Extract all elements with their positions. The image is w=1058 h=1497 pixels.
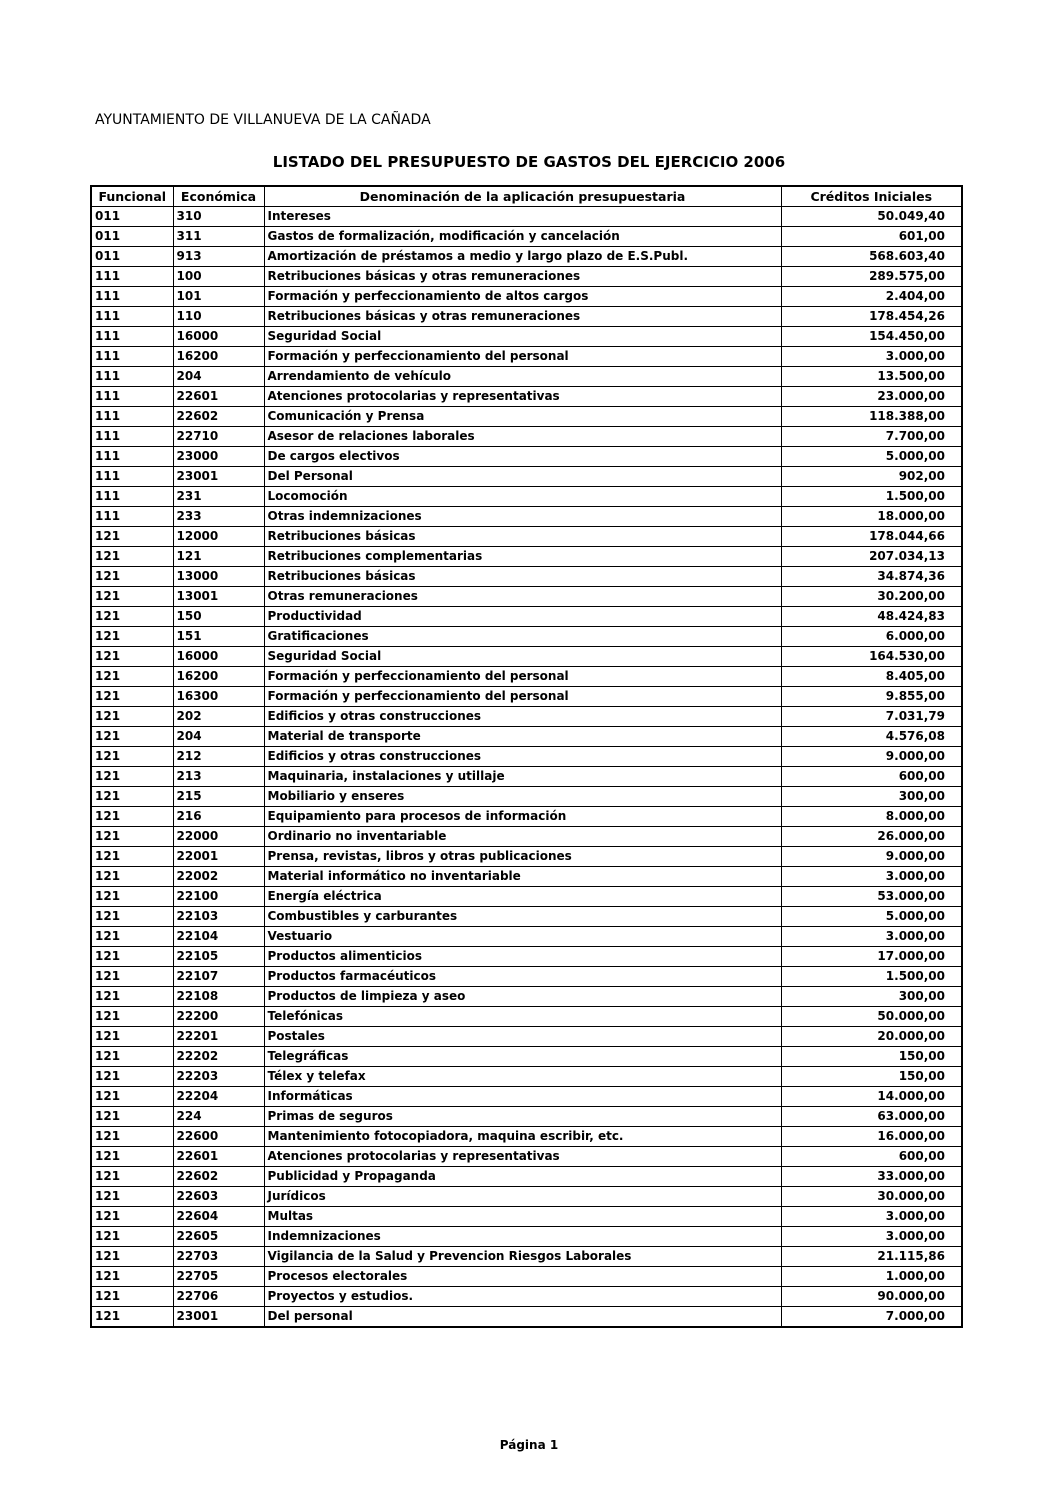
table-row — [91, 1127, 962, 1147]
table-row — [91, 807, 962, 827]
cell-economica: 204 — [173, 727, 264, 747]
table-row — [91, 1207, 962, 1227]
cell-economica: 22105 — [173, 947, 264, 967]
cell-economica: 22000 — [173, 827, 264, 847]
cell-funcional: 121 — [91, 1067, 173, 1087]
cell-creditos: 3.000,00 — [781, 347, 962, 367]
cell-denominacion: Otras remuneraciones — [264, 587, 781, 607]
cell-creditos: 34.874,36 — [781, 567, 962, 587]
cell-creditos: 2.404,00 — [781, 287, 962, 307]
cell-denominacion: Del Personal — [264, 467, 781, 487]
cell-denominacion: Energía eléctrica — [264, 887, 781, 907]
cell-creditos: 118.388,00 — [781, 407, 962, 427]
cell-creditos: 63.000,00 — [781, 1107, 962, 1127]
cell-creditos: 4.576,08 — [781, 727, 962, 747]
cell-economica: 22100 — [173, 887, 264, 907]
budget-table — [90, 185, 963, 1328]
cell-denominacion: Informáticas — [264, 1087, 781, 1107]
cell-economica: 16200 — [173, 347, 264, 367]
cell-funcional: 121 — [91, 1007, 173, 1027]
cell-creditos: 300,00 — [781, 787, 962, 807]
table-row — [91, 747, 962, 767]
cell-economica: 22001 — [173, 847, 264, 867]
cell-creditos: 150,00 — [781, 1047, 962, 1067]
table-row — [91, 1067, 962, 1087]
cell-creditos: 7.700,00 — [781, 427, 962, 447]
cell-funcional: 121 — [91, 987, 173, 1007]
table-row — [91, 987, 962, 1007]
cell-creditos: 30.200,00 — [781, 587, 962, 607]
cell-creditos: 48.424,83 — [781, 607, 962, 627]
table-row — [91, 287, 962, 307]
cell-denominacion: Material de transporte — [264, 727, 781, 747]
cell-funcional: 121 — [91, 1207, 173, 1227]
cell-economica: 215 — [173, 787, 264, 807]
table-row — [91, 547, 962, 567]
cell-economica: 16200 — [173, 667, 264, 687]
cell-economica: 22600 — [173, 1127, 264, 1147]
cell-denominacion: Vigilancia de la Salud y Prevencion Riesgos Laborales — [264, 1247, 781, 1267]
cell-creditos: 9.000,00 — [781, 847, 962, 867]
cell-economica: 150 — [173, 607, 264, 627]
cell-funcional: 111 — [91, 367, 173, 387]
cell-funcional: 121 — [91, 1247, 173, 1267]
cell-creditos: 13.500,00 — [781, 367, 962, 387]
cell-funcional: 121 — [91, 1307, 173, 1328]
cell-funcional: 121 — [91, 527, 173, 547]
cell-creditos: 3.000,00 — [781, 927, 962, 947]
cell-denominacion: Combustibles y carburantes — [264, 907, 781, 927]
cell-creditos: 600,00 — [781, 1147, 962, 1167]
cell-funcional: 121 — [91, 1127, 173, 1147]
cell-denominacion: Indemnizaciones — [264, 1227, 781, 1247]
cell-denominacion: Arrendamiento de vehículo — [264, 367, 781, 387]
cell-denominacion: Amortización de préstamos a medio y largo plazo de E.S.Publ. — [264, 247, 781, 267]
cell-denominacion: Maquinaria, instalaciones y utillaje — [264, 767, 781, 787]
cell-funcional: 121 — [91, 747, 173, 767]
table-row — [91, 267, 962, 287]
cell-funcional: 121 — [91, 567, 173, 587]
cell-economica: 13000 — [173, 567, 264, 587]
cell-denominacion: De cargos electivos — [264, 447, 781, 467]
cell-denominacion: Retribuciones complementarias — [264, 547, 781, 567]
cell-funcional: 121 — [91, 967, 173, 987]
table-row — [91, 827, 962, 847]
cell-denominacion: Mantenimiento fotocopiadora, maquina escribir, etc. — [264, 1127, 781, 1147]
cell-funcional: 121 — [91, 947, 173, 967]
cell-creditos: 3.000,00 — [781, 1207, 962, 1227]
cell-denominacion: Productos farmacéuticos — [264, 967, 781, 987]
cell-denominacion: Publicidad y Propaganda — [264, 1167, 781, 1187]
cell-denominacion: Multas — [264, 1207, 781, 1227]
cell-creditos: 902,00 — [781, 467, 962, 487]
cell-creditos: 207.034,13 — [781, 547, 962, 567]
cell-creditos: 164.530,00 — [781, 647, 962, 667]
cell-economica: 22703 — [173, 1247, 264, 1267]
cell-funcional: 121 — [91, 547, 173, 567]
cell-creditos: 150,00 — [781, 1067, 962, 1087]
cell-economica: 22710 — [173, 427, 264, 447]
cell-denominacion: Proyectos y estudios. — [264, 1287, 781, 1307]
cell-denominacion: Gastos de formalización, modificación y cancelación — [264, 227, 781, 247]
cell-denominacion: Primas de seguros — [264, 1107, 781, 1127]
cell-funcional: 121 — [91, 1267, 173, 1287]
cell-denominacion: Intereses — [264, 207, 781, 227]
cell-creditos: 300,00 — [781, 987, 962, 1007]
cell-funcional: 111 — [91, 487, 173, 507]
cell-funcional: 121 — [91, 1167, 173, 1187]
cell-funcional: 121 — [91, 767, 173, 787]
cell-creditos: 26.000,00 — [781, 827, 962, 847]
cell-economica: 216 — [173, 807, 264, 827]
cell-economica: 22605 — [173, 1227, 264, 1247]
table-row — [91, 1087, 962, 1107]
cell-denominacion: Gratificaciones — [264, 627, 781, 647]
cell-creditos: 7.031,79 — [781, 707, 962, 727]
cell-funcional: 121 — [91, 1107, 173, 1127]
cell-denominacion: Ordinario no inventariable — [264, 827, 781, 847]
cell-creditos: 33.000,00 — [781, 1167, 962, 1187]
cell-denominacion: Locomoción — [264, 487, 781, 507]
cell-economica: 22201 — [173, 1027, 264, 1047]
cell-denominacion: Productos de limpieza y aseo — [264, 987, 781, 1007]
cell-denominacion: Atenciones protocolarias y representativas — [264, 387, 781, 407]
cell-denominacion: Prensa, revistas, libros y otras publicaciones — [264, 847, 781, 867]
cell-funcional: 111 — [91, 327, 173, 347]
cell-economica: 22706 — [173, 1287, 264, 1307]
cell-creditos: 9.000,00 — [781, 747, 962, 767]
table-body — [91, 207, 962, 1328]
cell-funcional: 121 — [91, 887, 173, 907]
cell-economica: 121 — [173, 547, 264, 567]
cell-creditos: 601,00 — [781, 227, 962, 247]
cell-denominacion: Retribuciones básicas — [264, 567, 781, 587]
table-row — [91, 1247, 962, 1267]
cell-denominacion: Atenciones protocolarias y representativas — [264, 1147, 781, 1167]
cell-funcional: 111 — [91, 267, 173, 287]
table-row — [91, 527, 962, 547]
cell-creditos: 1.500,00 — [781, 487, 962, 507]
cell-economica: 22705 — [173, 1267, 264, 1287]
table-row — [91, 247, 962, 267]
table-row — [91, 927, 962, 947]
cell-economica: 22202 — [173, 1047, 264, 1067]
cell-funcional: 121 — [91, 827, 173, 847]
cell-economica: 23001 — [173, 1307, 264, 1328]
cell-denominacion: Formación y perfeccionamiento del personal — [264, 687, 781, 707]
cell-economica: 22602 — [173, 1167, 264, 1187]
table-row — [91, 367, 962, 387]
cell-funcional: 121 — [91, 667, 173, 687]
cell-economica: 13001 — [173, 587, 264, 607]
cell-funcional: 121 — [91, 1147, 173, 1167]
table-row — [91, 627, 962, 647]
cell-creditos: 8.405,00 — [781, 667, 962, 687]
cell-funcional: 121 — [91, 1287, 173, 1307]
cell-funcional: 121 — [91, 707, 173, 727]
table-row — [91, 1047, 962, 1067]
table-row — [91, 607, 962, 627]
cell-funcional: 111 — [91, 407, 173, 427]
cell-economica: 16300 — [173, 687, 264, 707]
table-row — [91, 727, 962, 747]
table-row — [91, 507, 962, 527]
cell-economica: 22108 — [173, 987, 264, 1007]
cell-creditos: 178.454,26 — [781, 307, 962, 327]
table-row — [91, 1147, 962, 1167]
cell-denominacion: Postales — [264, 1027, 781, 1047]
table-row — [91, 967, 962, 987]
cell-funcional: 111 — [91, 307, 173, 327]
table-row — [91, 767, 962, 787]
cell-economica: 913 — [173, 247, 264, 267]
cell-denominacion: Edificios y otras construcciones — [264, 747, 781, 767]
table-row — [91, 347, 962, 367]
cell-denominacion: Productos alimenticios — [264, 947, 781, 967]
cell-creditos: 600,00 — [781, 767, 962, 787]
table-row — [91, 687, 962, 707]
cell-funcional: 121 — [91, 807, 173, 827]
table-row — [91, 1267, 962, 1287]
cell-creditos: 289.575,00 — [781, 267, 962, 287]
cell-funcional: 111 — [91, 427, 173, 447]
cell-creditos: 50.049,40 — [781, 207, 962, 227]
cell-economica: 22103 — [173, 907, 264, 927]
cell-creditos: 17.000,00 — [781, 947, 962, 967]
table-row — [91, 427, 962, 447]
table-row — [91, 387, 962, 407]
cell-economica: 23001 — [173, 467, 264, 487]
cell-funcional: 121 — [91, 627, 173, 647]
cell-economica: 22603 — [173, 1187, 264, 1207]
cell-denominacion: Otras indemnizaciones — [264, 507, 781, 527]
cell-economica: 22204 — [173, 1087, 264, 1107]
cell-economica: 204 — [173, 367, 264, 387]
table-header-row — [91, 186, 962, 207]
table-row — [91, 647, 962, 667]
table-row — [91, 1227, 962, 1247]
cell-denominacion: Del personal — [264, 1307, 781, 1328]
cell-funcional: 111 — [91, 347, 173, 367]
table-row — [91, 707, 962, 727]
cell-funcional: 121 — [91, 587, 173, 607]
cell-denominacion: Retribuciones básicas — [264, 527, 781, 547]
table-row — [91, 407, 962, 427]
cell-creditos: 1.000,00 — [781, 1267, 962, 1287]
table-row — [91, 847, 962, 867]
cell-economica: 311 — [173, 227, 264, 247]
table-row — [91, 307, 962, 327]
cell-economica: 22104 — [173, 927, 264, 947]
cell-economica: 233 — [173, 507, 264, 527]
cell-economica: 16000 — [173, 327, 264, 347]
cell-creditos: 21.115,86 — [781, 1247, 962, 1267]
organization-name: AYUNTAMIENTO DE VILLANUEVA DE LA CAÑADA — [95, 112, 431, 128]
table-row — [91, 1107, 962, 1127]
cell-funcional: 011 — [91, 247, 173, 267]
cell-creditos: 568.603,40 — [781, 247, 962, 267]
table-row — [91, 1027, 962, 1047]
cell-denominacion: Seguridad Social — [264, 327, 781, 347]
column-header-economica: Económica — [173, 186, 264, 207]
table-row — [91, 327, 962, 347]
table-row — [91, 207, 962, 227]
cell-economica: 224 — [173, 1107, 264, 1127]
table-row — [91, 1307, 962, 1328]
cell-denominacion: Formación y perfeccionamiento de altos cargos — [264, 287, 781, 307]
cell-creditos: 9.855,00 — [781, 687, 962, 707]
cell-creditos: 5.000,00 — [781, 907, 962, 927]
cell-economica: 22200 — [173, 1007, 264, 1027]
cell-funcional: 111 — [91, 467, 173, 487]
cell-creditos: 154.450,00 — [781, 327, 962, 347]
cell-creditos: 6.000,00 — [781, 627, 962, 647]
cell-funcional: 111 — [91, 287, 173, 307]
table-row — [91, 1287, 962, 1307]
table-row — [91, 787, 962, 807]
cell-economica: 101 — [173, 287, 264, 307]
column-header-creditos: Créditos Iniciales — [781, 186, 962, 207]
cell-denominacion: Mobiliario y enseres — [264, 787, 781, 807]
table-row — [91, 907, 962, 927]
cell-economica: 22601 — [173, 387, 264, 407]
cell-funcional: 121 — [91, 927, 173, 947]
table-row — [91, 947, 962, 967]
table-row — [91, 447, 962, 467]
cell-funcional: 121 — [91, 1227, 173, 1247]
cell-denominacion: Equipamiento para procesos de información — [264, 807, 781, 827]
cell-denominacion: Formación y perfeccionamiento del personal — [264, 347, 781, 367]
cell-economica: 22002 — [173, 867, 264, 887]
column-header-funcional: Funcional — [91, 186, 173, 207]
cell-economica: 231 — [173, 487, 264, 507]
cell-denominacion: Jurídicos — [264, 1187, 781, 1207]
cell-creditos: 16.000,00 — [781, 1127, 962, 1147]
cell-creditos: 3.000,00 — [781, 1227, 962, 1247]
cell-economica: 22604 — [173, 1207, 264, 1227]
table-row — [91, 227, 962, 247]
table-row — [91, 1007, 962, 1027]
cell-economica: 22203 — [173, 1067, 264, 1087]
cell-creditos: 20.000,00 — [781, 1027, 962, 1047]
cell-denominacion: Retribuciones básicas y otras remuneraciones — [264, 307, 781, 327]
cell-funcional: 121 — [91, 867, 173, 887]
cell-funcional: 121 — [91, 907, 173, 927]
cell-economica: 202 — [173, 707, 264, 727]
cell-denominacion: Edificios y otras construcciones — [264, 707, 781, 727]
cell-economica: 22602 — [173, 407, 264, 427]
cell-economica: 212 — [173, 747, 264, 767]
cell-funcional: 121 — [91, 1027, 173, 1047]
cell-funcional: 121 — [91, 787, 173, 807]
cell-denominacion: Productividad — [264, 607, 781, 627]
cell-economica: 23000 — [173, 447, 264, 467]
cell-economica: 16000 — [173, 647, 264, 667]
cell-funcional: 121 — [91, 847, 173, 867]
cell-economica: 12000 — [173, 527, 264, 547]
page-number: Página 1 — [499, 1438, 559, 1452]
cell-funcional: 121 — [91, 647, 173, 667]
table-row — [91, 587, 962, 607]
cell-denominacion: Vestuario — [264, 927, 781, 947]
cell-economica: 22601 — [173, 1147, 264, 1167]
cell-funcional: 121 — [91, 727, 173, 747]
cell-denominacion: Comunicación y Prensa — [264, 407, 781, 427]
cell-creditos: 178.044,66 — [781, 527, 962, 547]
cell-funcional: 111 — [91, 507, 173, 527]
cell-creditos: 7.000,00 — [781, 1307, 962, 1328]
cell-creditos: 53.000,00 — [781, 887, 962, 907]
cell-creditos: 90.000,00 — [781, 1287, 962, 1307]
cell-creditos: 5.000,00 — [781, 447, 962, 467]
cell-funcional: 121 — [91, 687, 173, 707]
cell-funcional: 111 — [91, 387, 173, 407]
cell-funcional: 121 — [91, 607, 173, 627]
cell-creditos: 50.000,00 — [781, 1007, 962, 1027]
cell-funcional: 121 — [91, 1187, 173, 1207]
cell-economica: 213 — [173, 767, 264, 787]
table-row — [91, 1167, 962, 1187]
cell-denominacion: Seguridad Social — [264, 647, 781, 667]
table-row — [91, 487, 962, 507]
cell-denominacion: Material informático no inventariable — [264, 867, 781, 887]
table-row — [91, 887, 962, 907]
table-row — [91, 667, 962, 687]
cell-funcional: 111 — [91, 447, 173, 467]
cell-economica: 110 — [173, 307, 264, 327]
table-row — [91, 867, 962, 887]
cell-denominacion: Telegráficas — [264, 1047, 781, 1067]
cell-economica: 100 — [173, 267, 264, 287]
cell-creditos: 18.000,00 — [781, 507, 962, 527]
table-row — [91, 567, 962, 587]
cell-funcional: 011 — [91, 207, 173, 227]
table-row — [91, 1187, 962, 1207]
column-header-denominacion: Denominación de la aplicación presupuestaria — [264, 186, 781, 207]
cell-denominacion: Telefónicas — [264, 1007, 781, 1027]
cell-denominacion: Télex y telefax — [264, 1067, 781, 1087]
cell-creditos: 23.000,00 — [781, 387, 962, 407]
document-title: LISTADO DEL PRESUPUESTO DE GASTOS DEL EJERCICIO 2006 — [272, 153, 786, 171]
cell-creditos: 1.500,00 — [781, 967, 962, 987]
cell-creditos: 3.000,00 — [781, 867, 962, 887]
cell-denominacion: Asesor de relaciones laborales — [264, 427, 781, 447]
cell-funcional: 121 — [91, 1087, 173, 1107]
cell-economica: 151 — [173, 627, 264, 647]
cell-economica: 310 — [173, 207, 264, 227]
cell-funcional: 011 — [91, 227, 173, 247]
cell-creditos: 30.000,00 — [781, 1187, 962, 1207]
table-row — [91, 467, 962, 487]
cell-denominacion: Formación y perfeccionamiento del personal — [264, 667, 781, 687]
cell-denominacion: Procesos electorales — [264, 1267, 781, 1287]
cell-creditos: 14.000,00 — [781, 1087, 962, 1107]
cell-funcional: 121 — [91, 1047, 173, 1067]
cell-creditos: 8.000,00 — [781, 807, 962, 827]
cell-denominacion: Retribuciones básicas y otras remuneraciones — [264, 267, 781, 287]
cell-economica: 22107 — [173, 967, 264, 987]
